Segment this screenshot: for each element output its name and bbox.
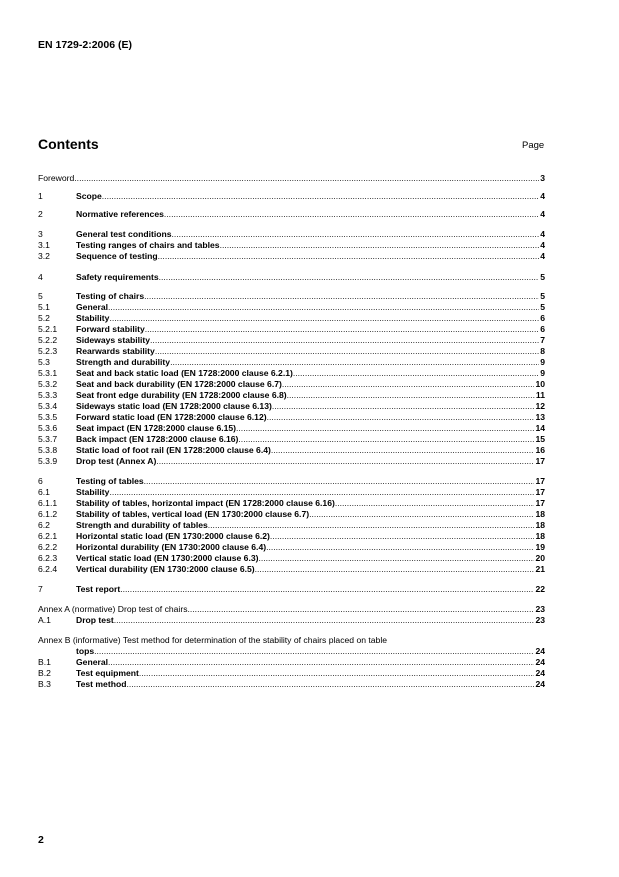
toc-entry-number: 6.1.1 <box>38 498 58 508</box>
toc-entry-number: B.1 <box>38 657 51 667</box>
toc-entry[interactable] <box>38 679 545 690</box>
toc-entry-page: 4 <box>540 191 545 201</box>
page-number: 2 <box>38 834 44 846</box>
toc-entry-page: 11 <box>535 390 545 400</box>
toc-entry[interactable] <box>38 487 545 498</box>
toc-entry-title: Seat front edge durability (EN 1728:2000 clause 6.8) <box>76 390 287 400</box>
toc-entry-number: 5.1 <box>38 302 50 312</box>
toc-entry-number: B.2 <box>38 668 51 678</box>
toc-entry-title: Test report <box>76 584 121 594</box>
toc-entry[interactable] <box>38 240 545 251</box>
toc-entry[interactable] <box>38 346 545 357</box>
toc-entry-page: 18 <box>535 531 545 541</box>
toc-entry-number: 6.2 <box>38 520 50 530</box>
toc-entry-page: 15 <box>535 434 545 444</box>
toc-entry-page: 5 <box>540 302 545 312</box>
toc-entry-title: Seat and back durability (EN 1728:2000 clause 6.7) <box>76 379 282 389</box>
toc-entry-title: Static load of foot rail (EN 1728:2000 clause 6.4) <box>76 445 271 455</box>
toc-entry[interactable] <box>38 272 545 283</box>
document-header: EN 1729-2:2006 (E) <box>38 39 132 51</box>
toc-entry-title: Foreword <box>38 173 75 183</box>
toc-entry-number: 5.3.9 <box>38 456 58 466</box>
toc-entry-number: 5.3.7 <box>38 434 58 444</box>
toc-entry[interactable] <box>38 313 545 324</box>
toc-entry[interactable] <box>38 434 545 445</box>
toc-entry-page: 4 <box>540 240 545 250</box>
toc-entry-number: 5.2 <box>38 313 50 323</box>
toc-entry-title: Sideways stability <box>76 335 151 345</box>
toc-entry-page: 24 <box>535 679 545 689</box>
toc-entry-page: 24 <box>535 646 545 656</box>
toc-entry-title: Test method <box>76 679 127 689</box>
toc-entry-number: 5.3.5 <box>38 412 58 422</box>
toc-entry[interactable] <box>38 357 545 368</box>
toc-entry-page: 16 <box>535 445 545 455</box>
toc-entry-number: 5.3 <box>38 357 50 367</box>
toc-entry-title: Horizontal static load (EN 1730:2000 clause 6.2) <box>76 531 270 541</box>
toc-entry[interactable] <box>38 542 545 553</box>
toc-entry-number: 3 <box>38 229 43 239</box>
toc-entry-page: 22 <box>535 584 545 594</box>
toc-entry-title: Safety requirements <box>76 272 159 282</box>
toc-entry-title: Scope <box>76 191 102 201</box>
toc-entry-page: 8 <box>540 346 545 356</box>
toc-entry-title: Forward static load (EN 1728:2000 clause 6.12) <box>76 412 267 422</box>
toc-entry-number: 6 <box>38 476 43 486</box>
toc-entry[interactable] <box>38 423 545 434</box>
toc-annex-b-heading[interactable]: Annex B (informative) Test method for determination of the stability of chairs placed on table <box>38 635 388 645</box>
toc-entry-title: Testing of tables <box>76 476 144 486</box>
toc-entry-number: 5.3.6 <box>38 423 58 433</box>
toc-entry[interactable] <box>38 291 545 302</box>
toc-entry[interactable] <box>38 368 545 379</box>
toc-entry-title: tops <box>76 646 95 656</box>
toc-entry[interactable] <box>38 657 545 668</box>
toc-entry-title: Seat impact (EN 1728:2000 clause 6.15) <box>76 423 237 433</box>
toc-entry-page: 4 <box>540 251 545 261</box>
toc-entry-number: 5.3.2 <box>38 379 58 389</box>
toc-entry-number: 6.2.1 <box>38 531 58 541</box>
toc-entry-page: 14 <box>535 423 545 433</box>
toc-entry-title: Horizontal durability (EN 1730:2000 clause 6.4) <box>76 542 267 552</box>
toc-entry-title: Normative references <box>76 209 164 219</box>
toc-entry-number: B.3 <box>38 679 51 689</box>
toc-entry-number: 6.2.4 <box>38 564 58 574</box>
toc-entry-page: 23 <box>535 615 545 625</box>
contents-title: Contents <box>38 136 99 152</box>
toc-entry-page: 7 <box>540 335 545 345</box>
toc-entry-page: 20 <box>535 553 545 563</box>
toc-entry-page: 23 <box>535 604 545 614</box>
toc-entry-page: 21 <box>535 564 545 574</box>
toc-entry-page: 13 <box>535 412 545 422</box>
toc-entry-title: Testing ranges of chairs and tables <box>76 240 220 250</box>
toc-entry[interactable] <box>38 456 545 467</box>
toc-entry-number: 5.3.3 <box>38 390 58 400</box>
toc-entry-number: 5.2.3 <box>38 346 58 356</box>
toc-entry-number: 5.3.4 <box>38 401 58 411</box>
toc-entry[interactable] <box>38 390 545 401</box>
toc-entry-number: 6.2.3 <box>38 553 58 563</box>
toc-entry-number: 6.1.2 <box>38 509 58 519</box>
toc-entry[interactable] <box>38 615 545 626</box>
toc-entry-title: Stability <box>76 487 110 497</box>
toc-entry-number: 5.2.1 <box>38 324 58 334</box>
toc-entry-title: Annex A (normative) Drop test of chairs <box>38 604 188 614</box>
toc-entry-number: 5.3.1 <box>38 368 58 378</box>
toc-entry-number: 5 <box>38 291 43 301</box>
toc-entry[interactable] <box>38 553 545 564</box>
toc-entry[interactable] <box>38 229 545 240</box>
toc-entry-page: 24 <box>535 657 545 667</box>
toc-entry-page: 9 <box>540 357 545 367</box>
toc-entry[interactable] <box>38 498 545 509</box>
toc-entry-page: 3 <box>540 173 545 183</box>
toc-entry[interactable] <box>38 445 545 456</box>
toc-entry-page: 10 <box>535 379 545 389</box>
toc-entry-number: 5.2.2 <box>38 335 58 345</box>
toc-entry[interactable] <box>38 324 545 335</box>
toc-entry-title: Vertical durability (EN 1730:2000 clause 6.5) <box>76 564 255 574</box>
toc-entry-title: Strength and durability <box>76 357 171 367</box>
toc-entry-title: Strength and durability of tables <box>76 520 208 530</box>
toc-entry-title: Drop test (Annex A) <box>76 456 157 466</box>
toc-entry-title: General <box>76 302 109 312</box>
toc-entry[interactable] <box>38 604 545 615</box>
toc-entry-number: 5.3.8 <box>38 445 58 455</box>
toc-entry[interactable] <box>38 584 545 595</box>
toc-entry-page: 18 <box>535 509 545 519</box>
toc-entry[interactable] <box>38 302 545 313</box>
toc-entry[interactable] <box>38 191 545 202</box>
toc-entry-page: 6 <box>540 313 545 323</box>
toc-entry[interactable] <box>38 476 545 487</box>
toc-entry-number: 4 <box>38 272 43 282</box>
toc-entry-title: Testing of chairs <box>76 291 145 301</box>
toc-entry-title: Forward stability <box>76 324 145 334</box>
toc-entry-title: Back impact (EN 1728:2000 clause 6.16) <box>76 434 239 444</box>
toc-entry-page: 12 <box>535 401 545 411</box>
toc-entry-page: 18 <box>535 520 545 530</box>
toc-entry-page: 6 <box>540 324 545 334</box>
toc-entry[interactable] <box>38 412 545 423</box>
toc-entry[interactable] <box>38 531 545 542</box>
toc-entry-page: 24 <box>535 668 545 678</box>
toc-entry-page: 17 <box>535 487 545 497</box>
toc-entry[interactable] <box>38 173 545 184</box>
toc-entry[interactable] <box>38 564 545 575</box>
toc-entry-title: Test equipment <box>76 668 139 678</box>
toc-entry-title: Sideways static load (EN 1728:2000 clause 6.13) <box>76 401 272 411</box>
toc-entry-page: 17 <box>535 456 545 466</box>
toc-entry-page: 5 <box>540 272 545 282</box>
toc-entry-page: 17 <box>535 476 545 486</box>
toc-entry-title: Sequence of testing <box>76 251 158 261</box>
toc-entry-number: 2 <box>38 209 43 219</box>
toc-entry-page: 9 <box>540 368 545 378</box>
toc-entry-number: 6.1 <box>38 487 50 497</box>
toc-entry-number: A.1 <box>38 615 51 625</box>
toc-entry-number: 3.1 <box>38 240 50 250</box>
toc-entry[interactable] <box>38 251 545 262</box>
toc-entry[interactable] <box>38 509 545 520</box>
toc-entry-title: Stability of tables, vertical load (EN 1730:2000 clause 6.7) <box>76 509 310 519</box>
toc-entry-page: 4 <box>540 229 545 239</box>
toc-entry-page: 19 <box>535 542 545 552</box>
page-column-label: Page <box>522 140 545 151</box>
toc-entry[interactable] <box>38 668 545 679</box>
toc-entry-page: 4 <box>540 209 545 219</box>
toc-entry[interactable] <box>38 379 545 390</box>
toc-entry-page: 17 <box>535 498 545 508</box>
toc-entry[interactable] <box>38 646 545 657</box>
toc-entry-title: General test conditions <box>76 229 172 239</box>
toc-entry-title: Stability of tables, horizontal impact (EN 1728:2000 clause 6.16) <box>76 498 335 508</box>
toc-entry[interactable] <box>38 335 545 346</box>
toc-entry-page: 5 <box>540 291 545 301</box>
toc-entry-title: General <box>76 657 109 667</box>
toc-entry-title: Stability <box>76 313 110 323</box>
toc-entry-number: 7 <box>38 584 43 594</box>
toc-entry[interactable] <box>38 520 545 531</box>
toc-entry[interactable] <box>38 209 545 220</box>
toc-entry-title: Rearwards stability <box>76 346 155 356</box>
toc-entry-number: 1 <box>38 191 43 201</box>
toc-entry-title: Drop test <box>76 615 114 625</box>
toc-entry-number: 3.2 <box>38 251 50 261</box>
toc-entry-title: Seat and back static load (EN 1728:2000 clause 6.2.1) <box>76 368 293 378</box>
toc-entry-title: Vertical static load (EN 1730:2000 clause 6.3) <box>76 553 259 563</box>
toc-entry-number: 6.2.2 <box>38 542 58 552</box>
toc-entry[interactable] <box>38 401 545 412</box>
